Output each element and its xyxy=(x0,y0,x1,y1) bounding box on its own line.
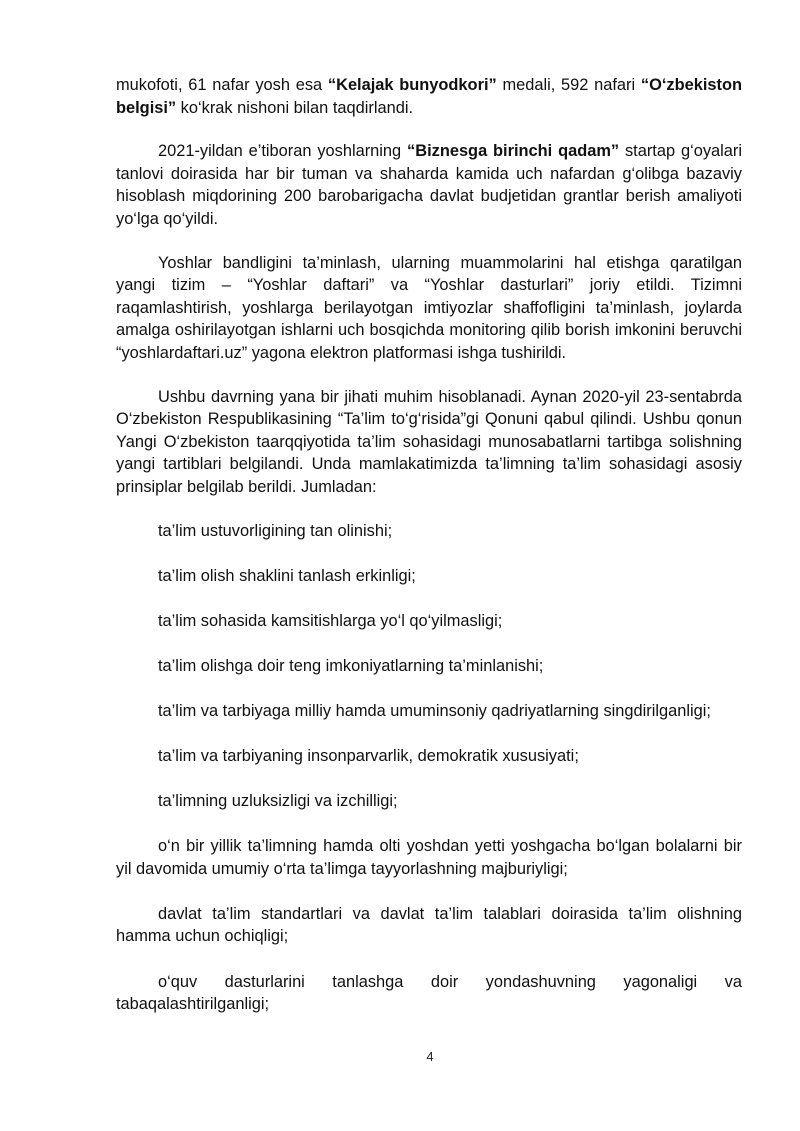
award-name-ozbekiston-belgisi: “O‘zbekiston belgisi” xyxy=(116,76,742,117)
list-item: o‘n bir yillik ta’limning hamda olti yoshdan yetti yoshgacha bo‘lgan bolalarni bir yil davomida umumiy o‘rta ta’limga tayyorlashning majburiyligi; xyxy=(116,837,742,878)
list-item: ta’lim va tarbiyaning insonparvarlik, demokratik xususiyati; xyxy=(158,746,579,765)
paragraph-education-law: Ushbu davrning yana bir jihati muhim hisoblanadi. Aynan 2020-yil 23-sentabrda O‘zbekiston Respublikasining “Ta’lim to‘g‘risida”gi Qonuni qabul qilindi. Ushbu qonun Yangi O‘zbekiston taarqqiyotida ta’lim sohasidagi munosabatlarni tartibga solishning yangi tartiblari belgilandi. Unda mamlakatimizda ta’limning ta’lim sohasidagi asosiy prinsiplar belgilab berildi. Jumladan: xyxy=(116,387,742,496)
list-item: davlat ta’lim standartlari va davlat ta’lim talablari doirasida ta’lim olishning hamma uchun ochiqligi; xyxy=(116,904,742,946)
paragraph-startap-grants: 2021-yildan e’tiboran yoshlarning “Biznesga birinchi qadam” startap g‘oyalari tanlovi doirasida har bir tuman va shaharda kamida uch nafardan g‘olibga bazaviy hisoblash miqdorining 200 barobarigacha davlat budjetidan grantlar berish amaliyoti yo‘lga qo‘yildi. xyxy=(116,142,742,228)
list-item: ta’lim olishga doir teng imkoniyatlarning ta’minlanishi; xyxy=(158,656,544,675)
award-name-kelajak-bunyodkori: “Kelajak bunyodkori” xyxy=(327,76,497,94)
paragraph-continuation: mukofoti, 61 nafar yosh esa “Kelajak bunyodkori” medali, 592 nafari “O‘zbekiston belgisi” ko‘krak nishoni bilan taqdirlandi. xyxy=(116,76,742,117)
list-item: ta’lim va tarbiyaga milliy hamda umuminsoniy qadriyatlarning singdirilganligi; xyxy=(158,701,711,720)
list-item: ta’lim ustuvorligining tan olinishi; xyxy=(158,521,393,540)
list-item: o‘quv dasturlarini tanlashga doir yondashuvning yagonaligi va tabaqalashtirilganligi; xyxy=(116,972,742,1014)
list-item: ta’lim sohasida kamsitishlarga yo‘l qo‘yilmasligi; xyxy=(158,611,503,630)
contest-name-biznesga-birinchi-qadam: “Biznesga birinchi qadam” xyxy=(407,142,620,161)
list-item: ta’limning uzluksizligi va izchilligi; xyxy=(158,792,398,811)
paragraph-youth-employment: Yoshlar bandligini ta’minlash, ularning muammolarini hal etishga qaratilgan yangi tizim – “Yoshlar daftari” va “Yoshlar dasturlari” joriy etildi. Tizimni raqamlashtirish, yoshlarga berilayotgan imtiyozlar shaffofligini ta’minlash, joylarda amalga oshirilayotgan ishlarni uch bosqichda monitoring qilib borish imkonini beruvchi “yoshlardaftari.uz” yagona elektron platformasi ishga tushirildi. xyxy=(116,253,742,362)
document-page xyxy=(116,74,742,1038)
page-number: 4 xyxy=(426,1049,434,1064)
list-item: ta’lim olish shaklini tanlash erkinligi; xyxy=(158,566,416,585)
